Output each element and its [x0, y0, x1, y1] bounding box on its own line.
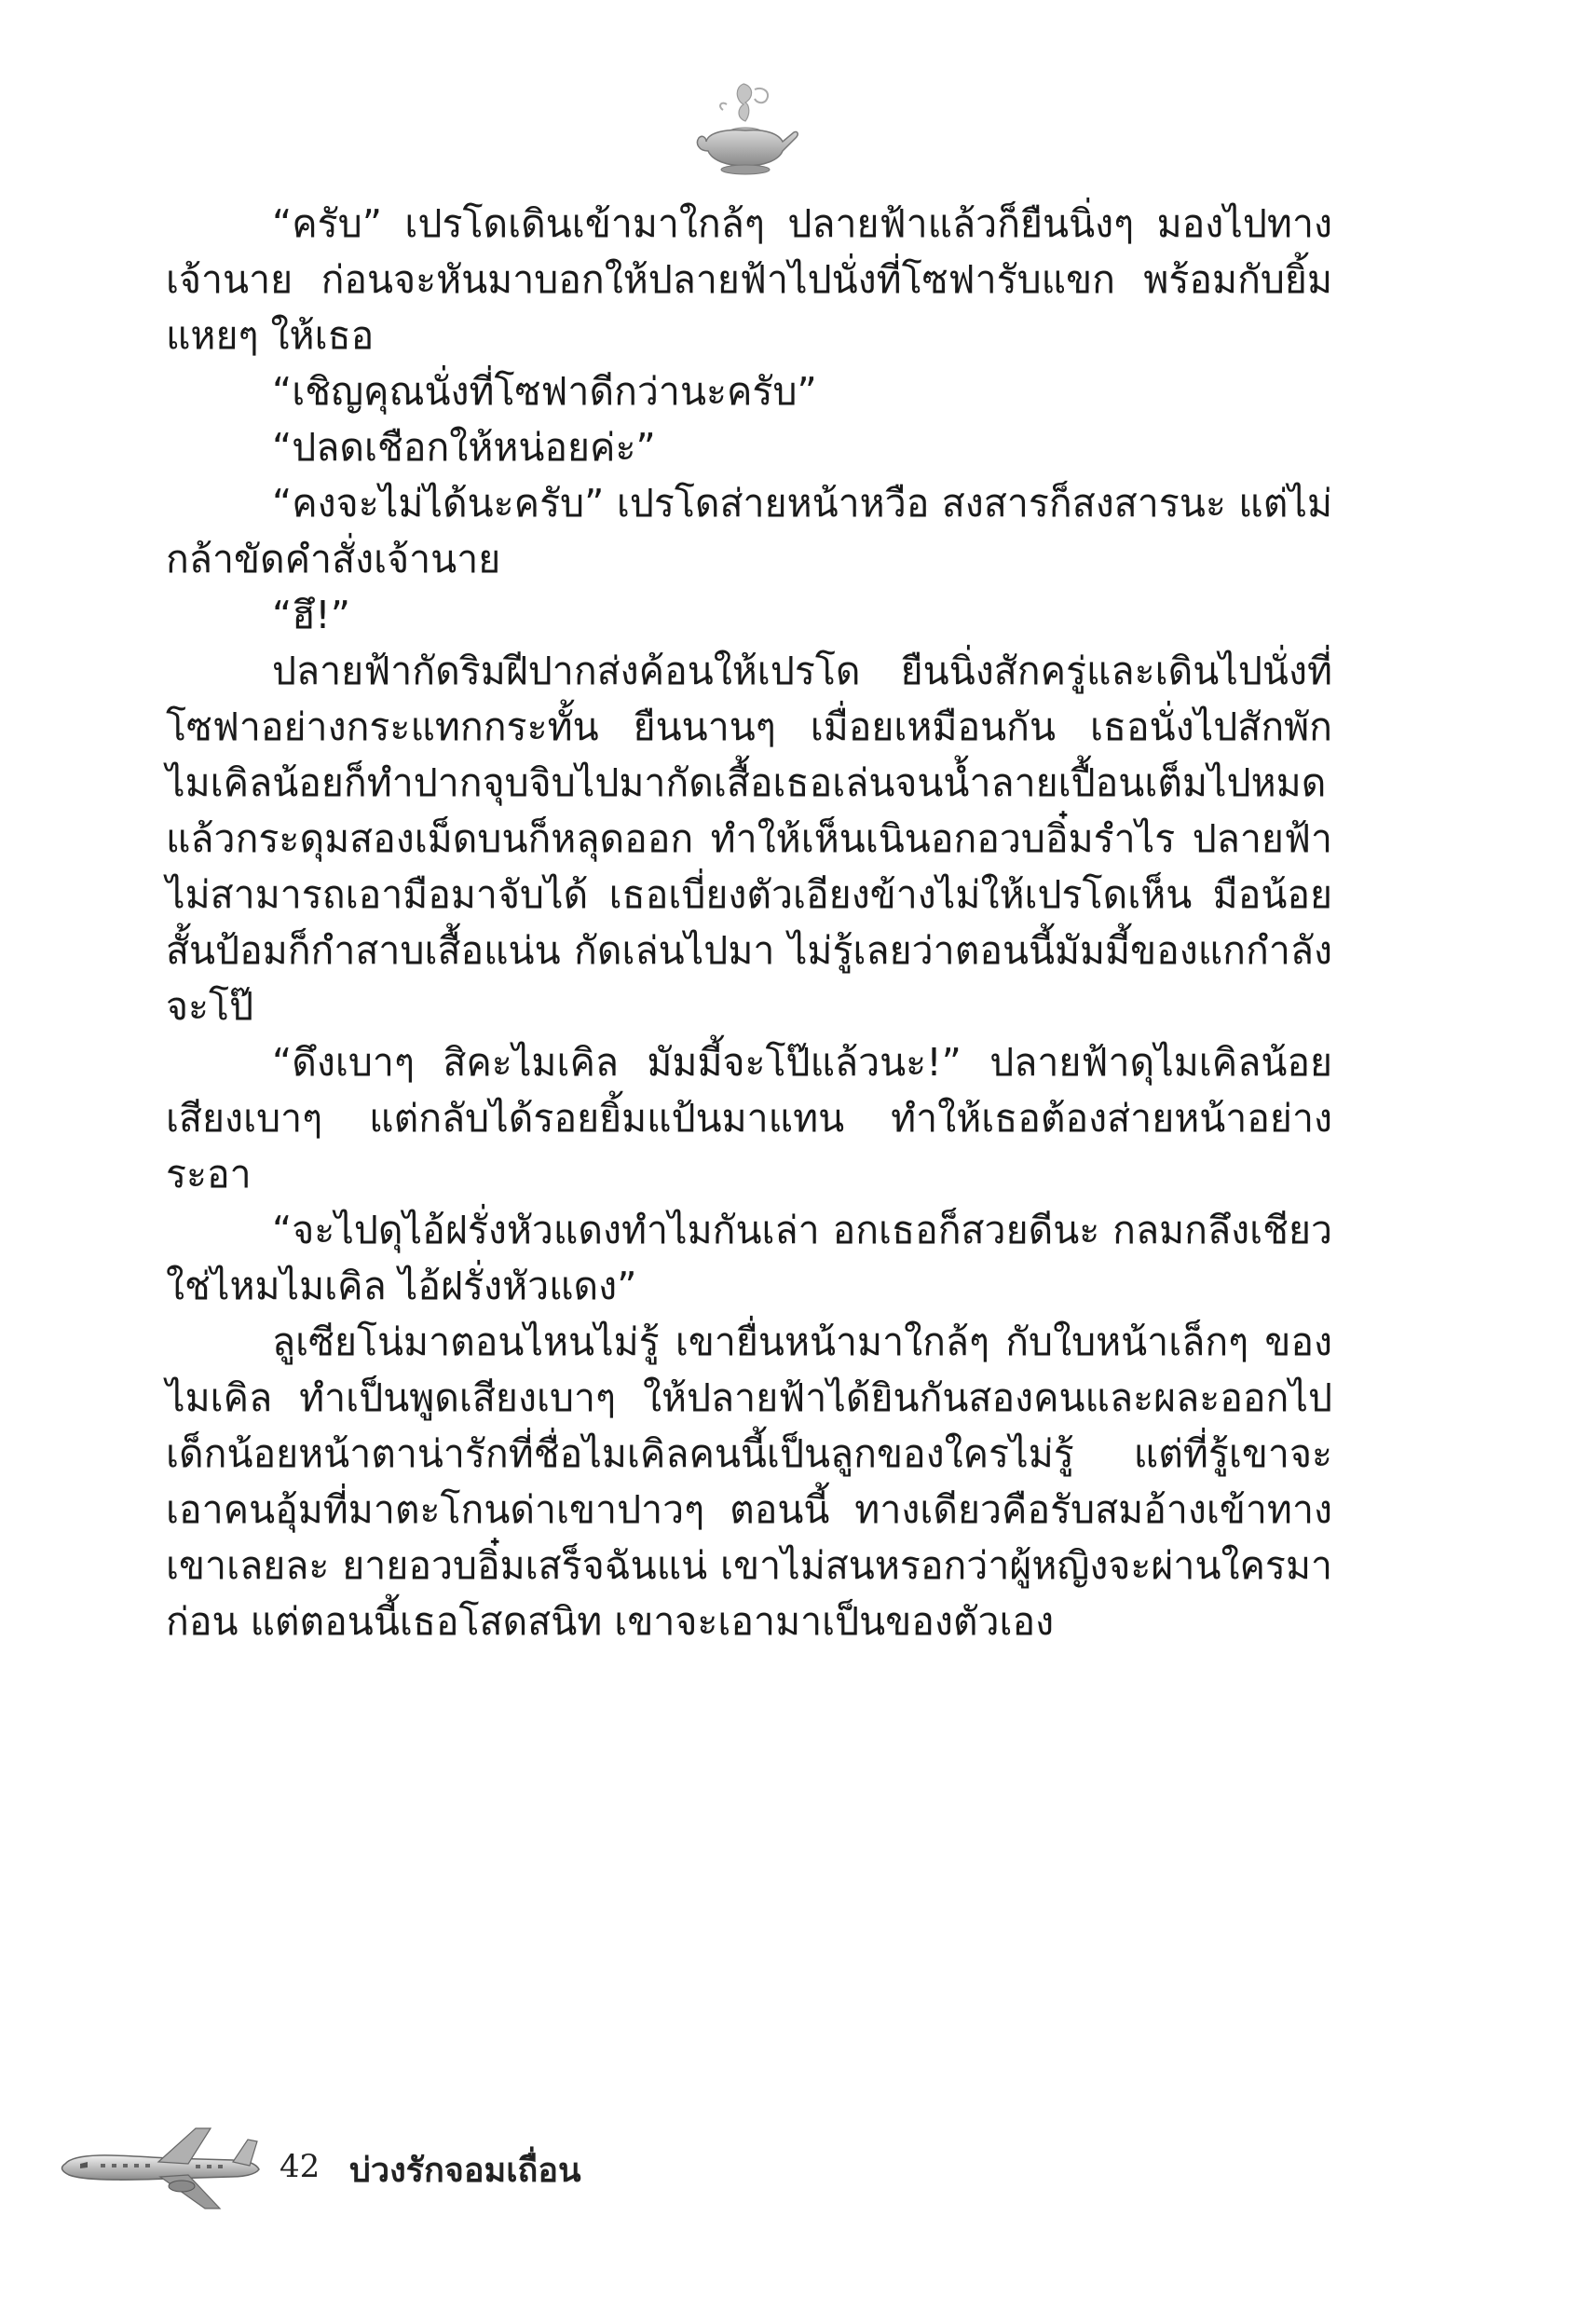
genie-lamp-icon [689, 76, 801, 179]
paragraph: “คงจะไม่ได้นะครับ” เปรโดส่ายหน้าหวือ สงสารก็สงสารนะ แต่ไม่กล้าขัดคำสั่งเจ้านาย [166, 481, 1332, 581]
page-number: 42 [280, 2148, 321, 2185]
paragraph: ปลายฟ้ากัดริมฝีปากส่งค้อนให้เปรโด ยืนนิ่งสักครู่และเดินไปนั่งที่โซฟาอย่างกระแทกกระทั้น ยืนนานๆ เมื่อยเหมือนกัน เธอนั่งไปสักพัก ไมเคิลน้อยก็ทำปากจุบจิบไปมากัดเสื้อเธอเล่นจนน้ำลายเปื้อนเต็มไปหมด แล้วกระดุมสองเม็ดบนก็หลุดออก ทำให้เห็นเนินอกอวบอิ๋มรำไร ปลายฟ้าไม่สามารถเอามือมาจับได้ เธอเบี่ยงตัวเอียงข้างไม่ให้เปรโดเห็น มือน้อยสั้นป้อมก็กำสาบเสื้อแน่น กัดเล่นไปมา ไม่รู้เลยว่าตอนนี้มัมมี้ของแกกำลังจะโป๊ [166, 649, 1332, 1029]
paragraph: “เชิญคุณนั่งที่โซฟาดีกว่านะครับ” [272, 369, 817, 414]
airplane-icon [56, 2115, 270, 2218]
paragraph: “ดึงเบาๆ สิคะไมเคิล มัมมี้จะโป๊แล้วนะ!” ปลายฟ้าดุไมเคิลน้อยเสียงเบาๆ แต่กลับได้รอยยิ้มแป้นมาแทน ทำให้เธอต้องส่ายหน้าอย่างระอา [166, 1040, 1332, 1197]
paragraph: “ครับ” เปรโดเดินเข้ามาใกล้ๆ ปลายฟ้าแล้วก็ยืนนิ่งๆ มองไปทางเจ้านาย ก่อนจะหันมาบอกให้ปลายฟ้าไปนั่งที่โซฟารับแขก พร้อมกับยิ้มแหยๆ ให้เธอ [166, 201, 1332, 358]
paragraph: “จะไปดุไอ้ฝรั่งหัวแดงทำไมกันเล่า อกเธอก็สวยดีนะ กลมกลึงเชียว ใช่ไหมไมเคิล ไอ้ฝรั่งหัวแดง” [166, 1208, 1332, 1308]
book-title: บ่วงรักจอมเถื่อน [349, 2152, 581, 2190]
paragraph: “ฮึ!” [272, 593, 350, 637]
page-footer [56, 2115, 801, 2218]
body-text [166, 196, 1332, 1649]
paragraph: ลูเซียโน่มาตอนไหนไม่รู้ เขายื่นหน้ามาใกล้ๆ กับใบหน้าเล็กๆ ของไมเคิล ทำเป็นพูดเสียงเบาๆ ให้ปลายฟ้าได้ยินกันสองคนและผละออกไป เด็กน้อยหน้าตาน่ารักที่ชื่อไมเคิลคนนี้เป็นลูกของใครไม่รู้ แต่ที่รู้เขาจะเอาคนอุ้มที่มาตะโกนด่าเขาปาวๆ ตอนนี้ ทางเดียวคือรับสมอ้างเข้าทางเขาเลยละ ยายอวบอิ๋มเสร็จฉันแน่ เขาไม่สนหรอกว่าผู้หญิงจะผ่านใครมาก่อน แต่ตอนนี้เธอโสดสนิท เขาจะเอามาเป็นของตัวเอง [166, 1320, 1332, 1644]
paragraph: “ปลดเชือกให้หน่อยค่ะ” [272, 425, 656, 470]
